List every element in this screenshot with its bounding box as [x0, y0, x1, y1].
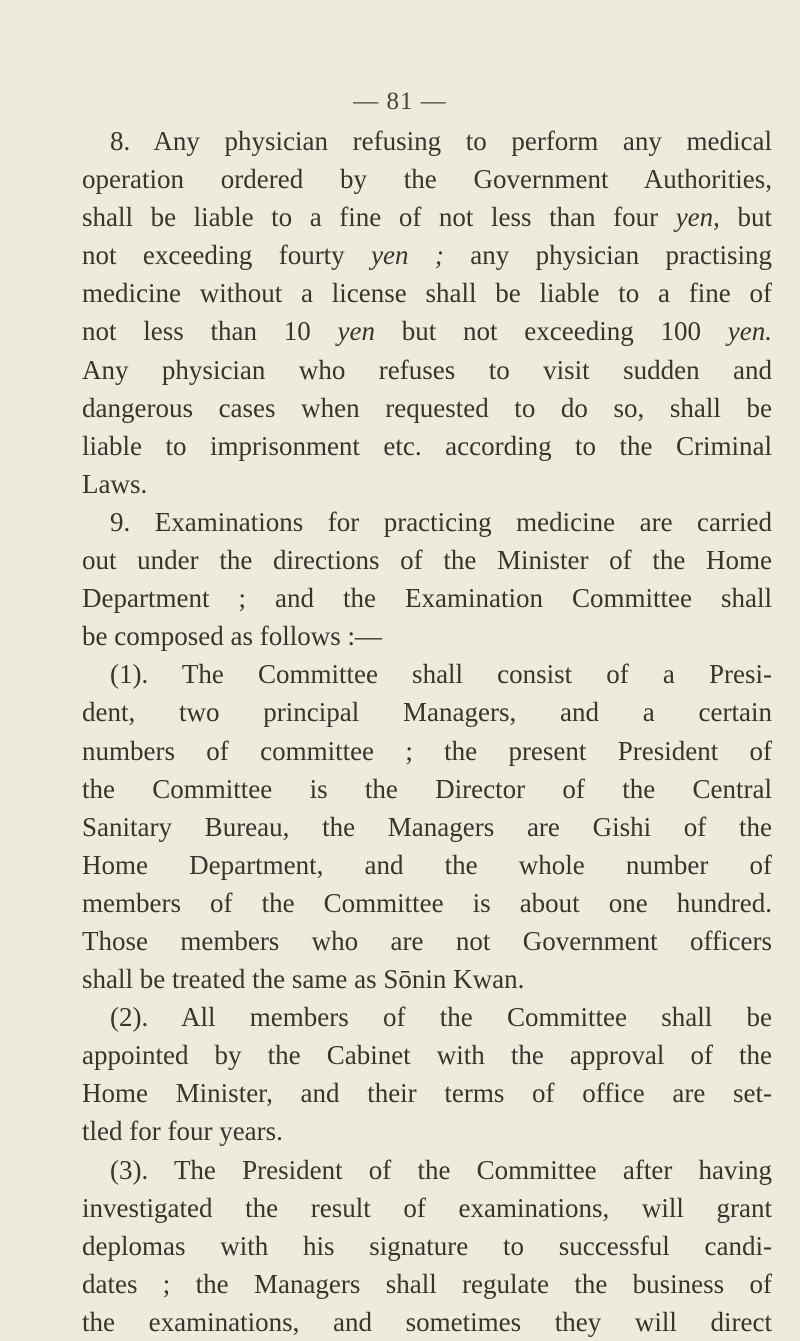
text-line: liable to imprisonment etc. according to the Criminal — [82, 430, 772, 461]
text-line: Department ; and the Examination Committee shall — [82, 583, 772, 614]
text-line: operation ordered by the Government Authorities, — [82, 164, 772, 195]
page-number: — 81 — — [353, 88, 447, 115]
text-line: the examinations, and sometimes they will direct — [82, 1306, 772, 1337]
text-line: be composed as follows :— — [82, 621, 382, 652]
text-line: (2). All members of the Committee shall be — [110, 1002, 772, 1033]
text-line: dangerous cases when requested to do so, shall be — [82, 392, 772, 423]
text-line: (3). The President of the Committee after having — [110, 1154, 772, 1185]
text-line: dent, two principal Managers, and a certain — [82, 697, 772, 728]
text-line: members of the Committee is about one hundred. — [82, 887, 772, 918]
text-line: not less than 10 yen but not exceeding 100 yen. — [82, 316, 772, 347]
text-line: shall be treated the same as Sōnin Kwan. — [82, 964, 525, 995]
text-line: Those members who are not Government officers — [82, 925, 772, 956]
text-line: out under the directions of the Minister of the Home — [82, 545, 772, 576]
text-line: numbers of committee ; the present President of — [82, 735, 772, 766]
text-line: medicine without a license shall be liable to a fine of — [82, 278, 772, 309]
text-line: Home Minister, and their terms of office are set- — [82, 1078, 772, 1109]
text-line: shall be liable to a fine of not less than four yen, but — [82, 202, 772, 233]
text-line: not exceeding fourty yen ; any physician practising — [82, 240, 772, 271]
text-line: 8. Any physician refusing to perform any medical — [110, 126, 772, 156]
text-line: Laws. — [82, 468, 148, 499]
text-line: investigated the result of examinations, will grant — [82, 1192, 772, 1223]
text-line: deplomas with his signature to successful candi- — [82, 1230, 772, 1261]
text-line: Sanitary Bureau, the Managers are Gishi of the — [82, 811, 772, 842]
text-line: dates ; the Managers shall regulate the business of — [82, 1268, 772, 1299]
text-line: Any physician who refuses to visit sudden and — [82, 354, 772, 385]
text-line: appointed by the Cabinet with the approval of the — [82, 1040, 772, 1071]
text-line: 9. Examinations for practicing medicine are carried — [110, 506, 772, 537]
text-line: (1). The Committee shall consist of a Presi- — [110, 659, 772, 690]
body-text — [82, 122, 772, 1341]
text-line: tled for four years. — [82, 1116, 283, 1147]
text-line: Home Department, and the whole number of — [82, 849, 772, 880]
text-line: the Committee is the Director of the Central — [82, 773, 772, 804]
